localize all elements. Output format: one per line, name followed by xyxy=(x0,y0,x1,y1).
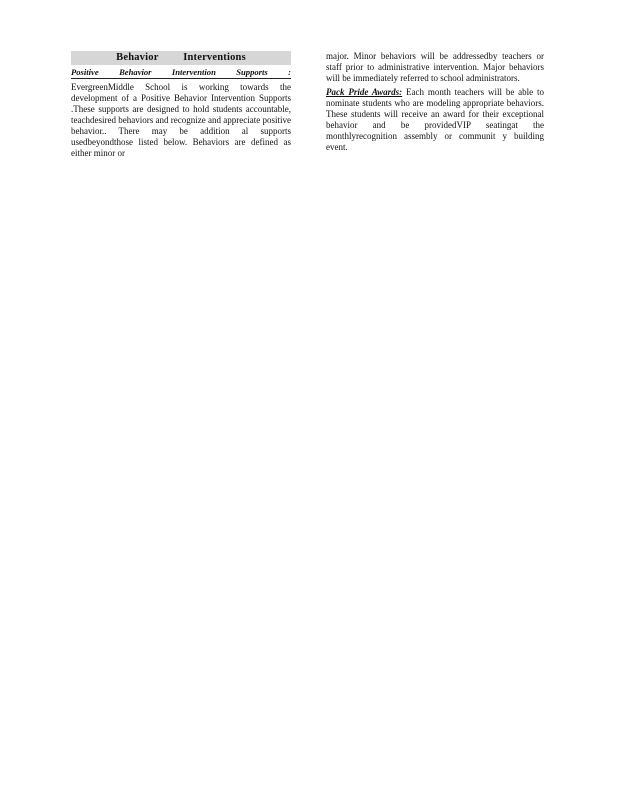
pbis-subheading: Positive Behavior Intervention Supports : xyxy=(71,67,291,77)
awards-paragraph xyxy=(326,87,544,153)
left-column xyxy=(71,51,291,159)
awards-text: Each month teachers will be able to nominate students who are modeling appropriate behaviors. These students will receive an award for their exceptional behavior and be providedVIP seatingat the monthlyrecognition assembly or communit y building event. xyxy=(326,87,544,152)
behaviors-continued-paragraph: major. Minor behaviors will be addressedby teachers or staff prior to administrative intervention. Major behaviors will be immediately referred to school administrators. xyxy=(326,51,544,83)
section-banner: Behavior Interventions xyxy=(71,51,291,65)
awards-heading: Pack Pride Awards: xyxy=(326,87,403,97)
right-column xyxy=(326,51,544,153)
pbis-paragraph: EvergreenMiddle School is working towards the development of a Positive Behavior Intervention Supports .These supports are designed to hold students accountable, teachdesired behaviors and recognize and appreciate positive behavior.. There may be addition al supports usedbeyondthose listed below. Behaviors are defined as either minor or xyxy=(71,82,291,158)
